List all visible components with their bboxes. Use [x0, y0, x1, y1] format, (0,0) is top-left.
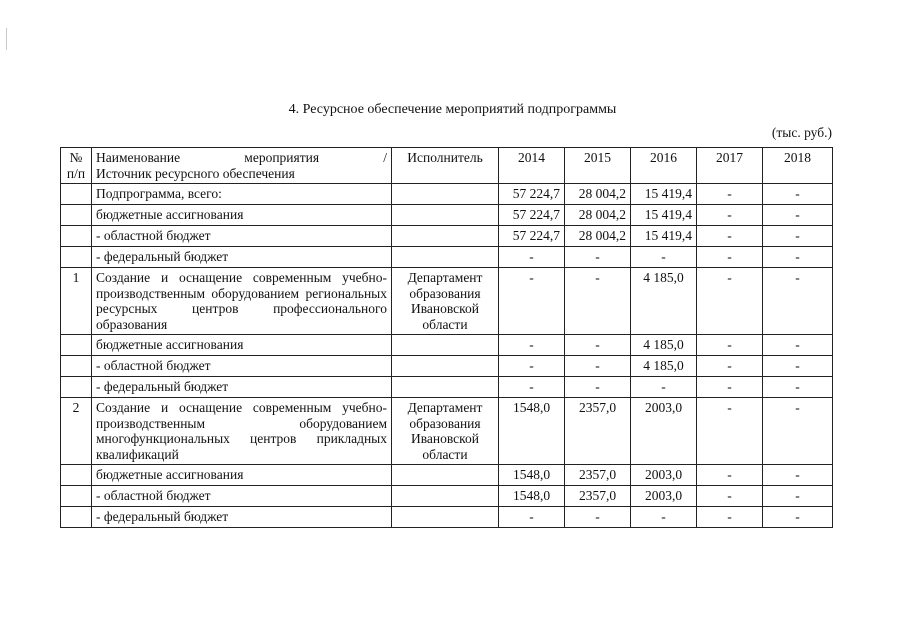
cell-num	[61, 465, 92, 486]
cell-2017: -	[697, 486, 763, 507]
cell-2015: 2357,0	[565, 465, 631, 486]
cell-2017: -	[697, 247, 763, 268]
cell-name: - федеральный бюджет	[92, 507, 392, 528]
header-name-part-d: Источник ресурсного обеспечения	[96, 165, 295, 181]
table-row	[61, 507, 833, 528]
cell-2014: 57 224,7	[499, 184, 565, 205]
cell-2014: 1548,0	[499, 465, 565, 486]
cell-2017: -	[697, 226, 763, 247]
section-title: 4. Ресурсное обеспечение мероприятий подпрограммы	[288, 102, 617, 117]
cell-2015: -	[565, 335, 631, 356]
cell-2014: -	[499, 377, 565, 398]
header-2017: 2017	[697, 148, 763, 184]
cell-2014: -	[499, 507, 565, 528]
cell-2014: -	[499, 268, 565, 335]
cell-name: бюджетные ассигнования	[92, 465, 392, 486]
cell-2018: -	[763, 226, 833, 247]
cell-name: Создание и оснащение современным учебно-производственным оборудованием региональных ресурсных центров профессионального образования	[92, 268, 392, 335]
cell-2018: -	[763, 205, 833, 226]
cell-executor	[392, 465, 499, 486]
cell-2018: -	[763, 335, 833, 356]
cell-2017: -	[697, 377, 763, 398]
table-row	[61, 398, 833, 465]
cell-2018: -	[763, 398, 833, 465]
table-row	[61, 247, 833, 268]
scan-mark-left	[6, 28, 7, 50]
cell-name: Создание и оснащение современным учебно-производственным оборудованием многофункциональных центров прикладных квалификаций	[92, 398, 392, 465]
cell-num	[61, 356, 92, 377]
cell-2015: 28 004,2	[565, 184, 631, 205]
header-2015: 2015	[565, 148, 631, 184]
cell-num	[61, 184, 92, 205]
cell-2017: -	[697, 335, 763, 356]
cell-2014: 57 224,7	[499, 226, 565, 247]
header-name-part-b: мероприятия	[244, 150, 320, 165]
table-row	[61, 486, 833, 507]
cell-2016: -	[631, 377, 697, 398]
cell-2015: -	[565, 247, 631, 268]
cell-2017: -	[697, 507, 763, 528]
cell-2015: -	[565, 377, 631, 398]
cell-2017: -	[697, 184, 763, 205]
header-2018: 2018	[763, 148, 833, 184]
cell-2016: 4 185,0	[631, 335, 697, 356]
units-label: (тыс. руб.)	[771, 125, 832, 140]
table-row	[61, 184, 833, 205]
cell-2016: -	[631, 247, 697, 268]
cell-2018: -	[763, 268, 833, 335]
cell-name: бюджетные ассигнования	[92, 335, 392, 356]
cell-2017: -	[697, 268, 763, 335]
cell-2018: -	[763, 247, 833, 268]
cell-executor	[392, 356, 499, 377]
cell-num: 1	[61, 268, 92, 335]
cell-2016: 2003,0	[631, 398, 697, 465]
cell-name: Подпрограмма, всего:	[92, 184, 392, 205]
cell-2014: 57 224,7	[499, 205, 565, 226]
cell-num	[61, 247, 92, 268]
cell-2018: -	[763, 486, 833, 507]
cell-executor	[392, 226, 499, 247]
cell-2016: 4 185,0	[631, 356, 697, 377]
cell-2014: -	[499, 356, 565, 377]
table-header-row	[61, 148, 833, 184]
cell-executor: Департамент образования Ивановской области	[392, 268, 499, 335]
cell-num	[61, 507, 92, 528]
table-row	[61, 205, 833, 226]
cell-2017: -	[697, 465, 763, 486]
cell-name: - областной бюджет	[92, 226, 392, 247]
header-name-part-a: Наименование	[96, 150, 181, 165]
cell-2017: -	[697, 205, 763, 226]
cell-2015: 28 004,2	[565, 226, 631, 247]
cell-2016: 15 419,4	[631, 205, 697, 226]
table-row	[61, 356, 833, 377]
cell-2016: 2003,0	[631, 486, 697, 507]
cell-2015: -	[565, 268, 631, 335]
header-num: № п/п	[61, 148, 92, 184]
cell-num	[61, 335, 92, 356]
cell-2018: -	[763, 184, 833, 205]
cell-num: 2	[61, 398, 92, 465]
header-2016: 2016	[631, 148, 697, 184]
cell-2016: -	[631, 507, 697, 528]
cell-2018: -	[763, 377, 833, 398]
cell-name: - федеральный бюджет	[92, 247, 392, 268]
cell-2014: 1548,0	[499, 398, 565, 465]
cell-2018: -	[763, 507, 833, 528]
table-row	[61, 226, 833, 247]
cell-2015: 28 004,2	[565, 205, 631, 226]
cell-2014: -	[499, 335, 565, 356]
cell-executor	[392, 184, 499, 205]
cell-2015: 2357,0	[565, 398, 631, 465]
cell-2016: 4 185,0	[631, 268, 697, 335]
header-executor: Исполнитель	[392, 148, 499, 184]
cell-2018: -	[763, 356, 833, 377]
cell-num	[61, 486, 92, 507]
cell-2017: -	[697, 356, 763, 377]
table-row	[61, 268, 833, 335]
cell-name: - федеральный бюджет	[92, 377, 392, 398]
cell-executor: Департамент образования Ивановской области	[392, 398, 499, 465]
table-row	[61, 335, 833, 356]
table-row	[61, 377, 833, 398]
cell-executor	[392, 247, 499, 268]
cell-name: - областной бюджет	[92, 486, 392, 507]
cell-executor	[392, 335, 499, 356]
cell-executor	[392, 377, 499, 398]
cell-2015: -	[565, 507, 631, 528]
resource-table	[60, 147, 833, 528]
cell-2018: -	[763, 465, 833, 486]
cell-num	[61, 377, 92, 398]
cell-2014: 1548,0	[499, 486, 565, 507]
cell-2016: 15 419,4	[631, 184, 697, 205]
cell-name: - областной бюджет	[92, 356, 392, 377]
cell-2015: 2357,0	[565, 486, 631, 507]
cell-2015: -	[565, 356, 631, 377]
cell-num	[61, 205, 92, 226]
cell-num	[61, 226, 92, 247]
table-row	[61, 465, 833, 486]
cell-name: бюджетные ассигнования	[92, 205, 392, 226]
cell-2014: -	[499, 247, 565, 268]
cell-2017: -	[697, 398, 763, 465]
cell-2016: 15 419,4	[631, 226, 697, 247]
header-name-part-c: /	[383, 150, 387, 165]
cell-executor	[392, 205, 499, 226]
header-name	[92, 148, 392, 184]
cell-executor	[392, 507, 499, 528]
cell-2016: 2003,0	[631, 465, 697, 486]
header-2014: 2014	[499, 148, 565, 184]
cell-executor	[392, 486, 499, 507]
